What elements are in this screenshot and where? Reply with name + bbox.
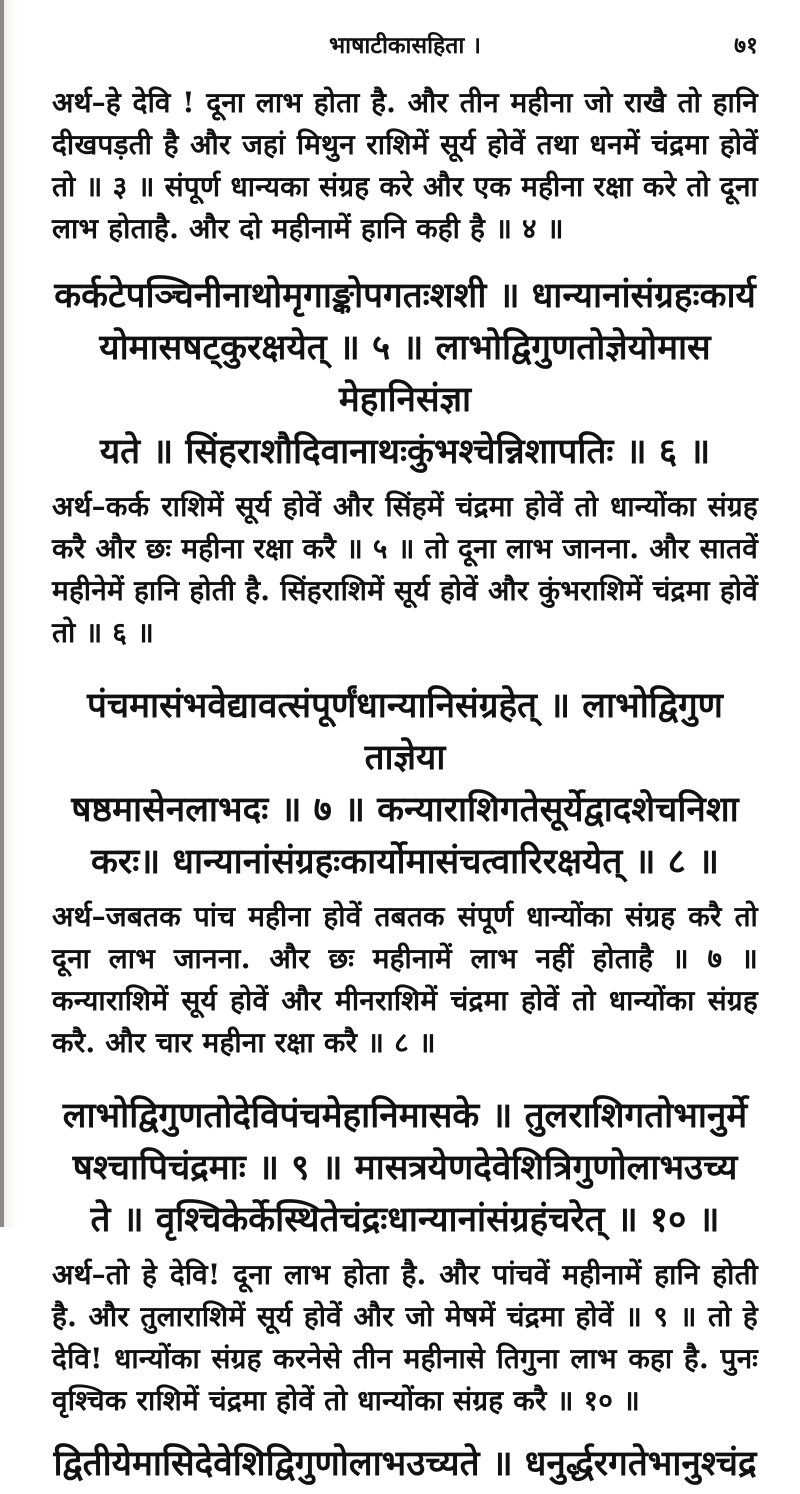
verse-line: कर्कटेपञ्चिनीनाथोमृगाङ्कोपगतःशशी ॥ धान्यानांसंग्रहःकार्य [54, 275, 756, 316]
verse-line: द्वितीयेमासिदेवेशिद्विगुणोलाभउच्यते ॥ धनुर्द्धरगतेभानुश्चंद्र [53, 1443, 757, 1484]
meaning-paragraph-3: अर्थ–जबतक पांच महीना होवें तबतक संपूर्ण धान्योंका संग्रह करै तो दूना लाभ जानना. और छः महीनामें लाभ नहीं होताहै ॥ ७ ॥ कन्याराशिमें सूर्य होवें और मीनराशिमें चंद्रमा होवें तो धान्योंका संग्रह करै. और चार महीना रक्षा करै ॥ ८ ॥ [52, 900, 758, 1059]
verse-line: ते ॥ वृश्चिकेर्केस्थितेचंद्रःधान्यानांसंग्रहंचरेत् ॥ १० ॥ [90, 1199, 720, 1240]
verse-line: षश्चापिचंद्रमाः ॥ ९ ॥ मासत्रयेणदेवेशित्रिगुणोलाभउच्य [72, 1147, 738, 1188]
verse-line: यते ॥ सिंहराशौदिवानाथःकुंभश्चेन्निशापतिः ॥ ६ ॥ [99, 431, 711, 472]
verse-line: पंचमासंभवेद्यावत्संपूर्णंधान्यानिसंग्रहेत् ॥ लाभोद्विगुणताज्ञेया [87, 685, 723, 778]
verse-line: योमासषट्कुरक्षयेत् ॥ ५ ॥ लाभोद्विगुणतोज्ञेयोमासमेहानिसंज्ञा [99, 327, 711, 420]
verse-block-2 [52, 270, 758, 478]
verse-block-4 [52, 1090, 758, 1246]
verse-line: लाभोद्विगुणतोदेविपंचमेहानिमासके ॥ तुलराशिगतोभानुर्मे [62, 1095, 748, 1136]
verse-line: करः॥ धान्यानांसंग्रहःकार्योमासंचत्वारिरक्षयेत् ॥ ८ ॥ [91, 841, 719, 882]
page-body [52, 82, 758, 1494]
page-header [40, 28, 770, 68]
running-title: भाषाटीकासहिता । [328, 32, 482, 59]
binding-edge [0, 0, 4, 1227]
verse-line: षष्ठमासेनलाभदः ॥ ७ ॥ कन्याराशिगतेसूर्येद्वादशेचनिशा [71, 789, 739, 830]
meaning-paragraph-4: अर्थ–तो हे देवि! दूना लाभ होता है. और पांचवें महीनामें हानि होती है. और तुलाराशिमें सूर्य होवें और जो मेषमें चंद्रमा होवें ॥ ९ ॥ तो हे देवि! धान्योंका संग्रह करनेसे तीन महीनासे तिगुना लाभ कहा है. पुनः वृश्चिक राशिमें चंद्रमा होवें तो धान्योंका संग्रह करै ॥ १० ॥ [52, 1258, 758, 1417]
verse-block-5 [52, 1438, 758, 1490]
page-number: ७१ [734, 32, 758, 59]
verse-block-3 [52, 680, 758, 888]
meaning-paragraph-2: अर्थ–कर्क राशिमें सूर्य होवें और सिंहमें चंद्रमा होवें तो धान्योंका संग्रह करै और छः महीना रक्षा करै ॥ ५ ॥ तो दूना लाभ जानना. और सातवें महीनेमें हानि होती है. सिंहराशिमें सूर्य होवें और कुंभराशिमें चंद्रमा होवें तो ॥ ६ ॥ [52, 490, 758, 649]
meaning-paragraph-1: अर्थ–हे देवि ! दूना लाभ होता है. और तीन महीना जो राखै तो हानि दीखपड़ती है और जहां मिथुन राशिमें सूर्य होवें तथा धनमें चंद्रमा होवें तो ॥ ३ ॥ संपूर्ण धान्यका संग्रह करे और एक महीना रक्षा करे तो दूना लाभ होताहै. और दो महीनामें हानि कही है ॥ ४ ॥ [52, 86, 758, 245]
